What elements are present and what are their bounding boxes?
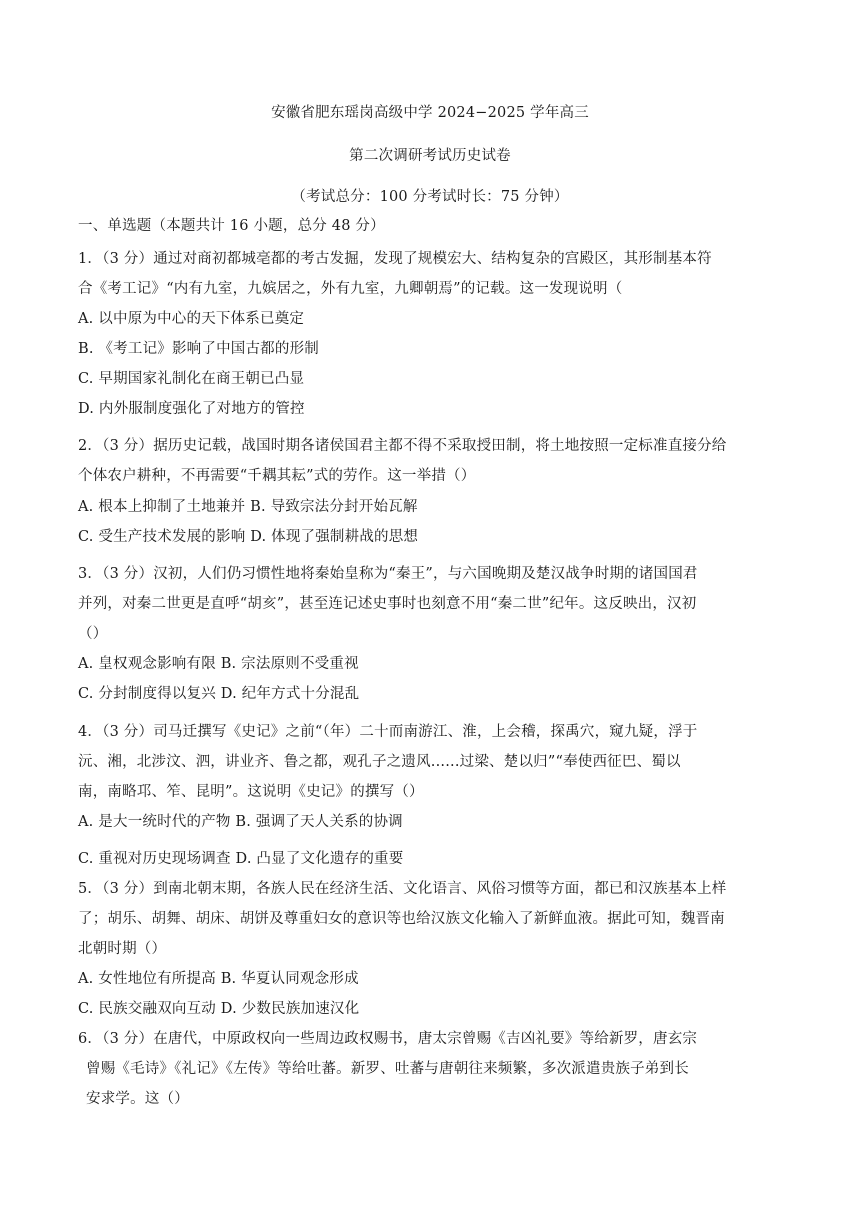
q2-options-cd: C. 受生产技术发展的影响 D. 体现了强制耕战的思想 — [78, 529, 419, 545]
q1-option-b: B. 《考工记》影响了中国古都的形制 — [78, 341, 319, 357]
q2-stem-line-2: 个体农户耕种，不再需要“千耦其耘”式的劳作。这一举措（） — [78, 468, 476, 484]
q4-stem-line-3: 南，南略邛、笮、昆明”。这说明《史记》的撰写（） — [78, 784, 424, 800]
q4-stem-line-1: 4．（3 分）司马迁撰写《史记》之前“（年）二十而南游江、淮，上会稽，探禹穴，窥九疑，浮于 — [78, 724, 698, 740]
q5-options-ab: A. 女性地位有所提高 B. 华夏认同观念形成 — [78, 971, 359, 987]
q3-options-cd: C. 分封制度得以复兴 D. 纪年方式十分混乱 — [78, 686, 360, 702]
q1-option-a: A. 以中原为中心的天下体系已奠定 — [78, 311, 305, 327]
q6-stem-line-1: 6．（3 分）在唐代，中原政权向一些周边政权赐书，唐太宗曾赐《吉凶礼要》等给新罗，唐玄宗 — [78, 1031, 698, 1047]
q6-stem-line-2: 曾赐《毛诗》《礼记》《左传》等给吐蕃。新罗、吐蕃与唐朝往来频繁，多次派遣贵族子弟到长 — [86, 1061, 689, 1077]
q2-options-ab: A. 根本上抑制了土地兼并 B. 导致宗法分封开始瓦解 — [78, 499, 418, 515]
q3-stem-line-2: 并列，对秦二世更是直呼“胡亥”，甚至连记述史事时也刻意不用“秦二世”纪年。这反映出，汉初 — [78, 596, 697, 612]
q1-stem-line-1: 1．（3 分）通过对商初都城亳都的考古发掘，发现了规模宏大、结构复杂的宫殿区，其形制基本符 — [78, 251, 712, 267]
section-heading: 一、单选题（本题共计 16 小题，总分 48 分） — [78, 218, 385, 234]
q1-option-d: D. 内外服制度强化了对地方的管控 — [78, 401, 305, 417]
q1-option-c: C. 早期国家礼制化在商王朝已凸显 — [78, 371, 305, 387]
q3-stem-line-3: （） — [78, 626, 108, 642]
q3-options-ab: A. 皇权观念影响有限 B. 宗法原则不受重视 — [78, 656, 359, 672]
q4-options-ab: A. 是大一统时代的产物 B. 强调了天人关系的协调 — [78, 814, 403, 830]
exam-info: （考试总分：100 分考试时长：75 分钟） — [291, 189, 569, 205]
q5-stem-line-3: 北朝时期（） — [78, 941, 167, 957]
q5-stem-line-2: 了；胡乐、胡舞、胡床、胡饼及尊重妇女的意识等也给汉族文化输入了新鲜血液。据此可知，魏晋南 — [78, 911, 725, 927]
q6-stem-line-3: 安求学。这（） — [86, 1091, 189, 1107]
q1-stem-line-2: 合《考工记》“内有九室，九嫔居之，外有九室，九卿朝焉”的记载。这一发现说明（ — [78, 281, 623, 297]
q5-stem-line-1: 5．（3 分）到南北朝末期，各族人民在经济生活、文化语言、风俗习惯等方面，都已和汉族基本上样 — [78, 881, 727, 897]
q3-stem-line-1: 3．（3 分）汉初，人们仍习惯性地将秦始皇称为“秦王”，与六国晚期及楚汉战争时期的诸国国君 — [78, 566, 698, 582]
q4-options-cd: C. 重视对历史现场调查 D. 凸显了文化遗存的重要 — [78, 851, 404, 867]
q5-options-cd: C. 民族交融双向互动 D. 少数民族加速汉化 — [78, 1001, 360, 1017]
exam-title-line-2: 第二次调研考试历史试卷 — [349, 148, 511, 164]
exam-title-line-1: 安徽省肥东瑶岗高级中学 2024−2025 学年高三 — [271, 105, 589, 121]
q2-stem-line-1: 2．（3 分）据历史记载，战国时期各诸侯国君主都不得不采取授田制，将土地按照一定标准直接分给 — [78, 438, 727, 454]
q4-stem-line-2: 沅、湘，北涉汶、泗，讲业齐、鲁之都，观孔子之遗风......过梁、楚以归”“奉使西征巴、蜀以 — [78, 754, 681, 770]
